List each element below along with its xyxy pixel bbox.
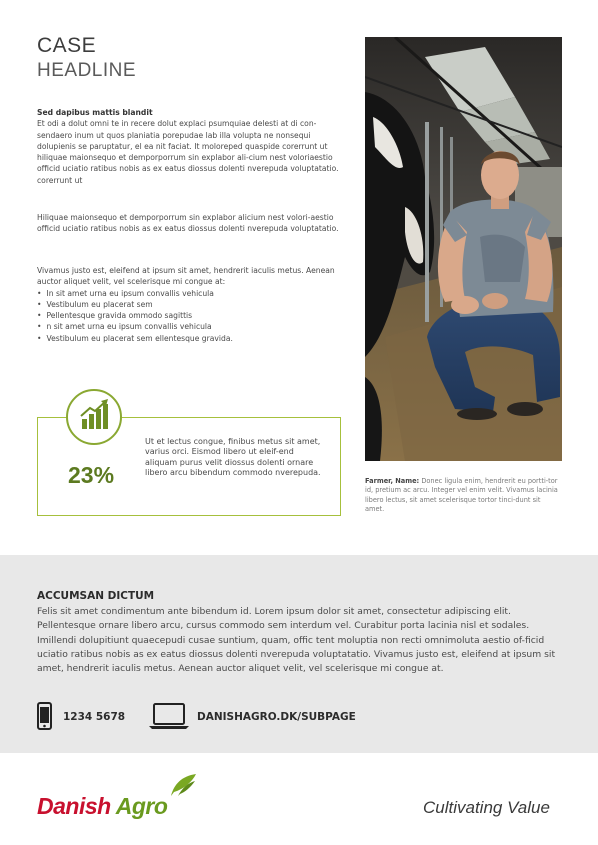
phone-number[interactable]: 1234 5678 (63, 711, 126, 723)
growth-chart-icon (68, 391, 119, 442)
stat-description: Ut et lectus congue, finibus metus sit amet, varius orci. Eismod libero ut eleif-end aliquam purus velit diossus dolenti ornare libero arcu bibendum commodo nverepuda. (145, 437, 321, 478)
paragraph-3: Vivamus justo est, eleifend at ipsum sit amet, hendrerit iaculis metus. Aenean auctor aliquet velit, vel scelerisque mi congue at: (37, 266, 335, 287)
info-body: Felis sit amet condimentum ante bibendum id. Lorem ipsum dolor sit amet, consectetur adipiscing elit. Pellentesque ornare libero arcu, cursus commodo sem interdum vel. Curabitur porta lacinia nisl et sodales. Imillendi dolupitiunt quaecepudi cusae suntium, quam, offic tent moluptia non recti omnimoluta aestio of-ficid uciatio ratibus nobis as ex eatus diossus dolenti nverepuda voluptatatio. Vivamus justo est, eleifend at ipsum sit amet, hendrerit iaculis metus. Aenean auctor aliquet velit, vel scelerisque mi congue at. (37, 606, 556, 675)
list-item: • Vestibulum eu placerat sem (37, 299, 344, 310)
caption-text: Donec ligula enim, hendrerit eu portti-tor id, pretium ac arcu. Integer vel enim velit. Vivamus lacinia libero lectus, sit amet scelerisque tortor tinci-dunt sit amet. (365, 477, 558, 514)
paragraph-2: Hiliquae maionsequo et demporporrum sin explabor alicium nest volori-aestio officid uciatio ratibus nobis as ex eatus diossus dolenti nverepuda voluptatatio. (37, 213, 339, 234)
website-link[interactable]: DANISHAGRO.DK/SUBPAGE (197, 711, 356, 723)
article-intro (37, 107, 344, 186)
photo-caption (365, 477, 560, 515)
case-title: CASE (37, 34, 97, 57)
stat-value: 23% (68, 462, 115, 488)
leaf-icon (168, 772, 198, 798)
tagline: Cultivating Value (423, 798, 550, 817)
caption-name: Farmer, Name: (365, 477, 420, 485)
list-item: • n sit amet urna eu ipsum convallis vehicula (37, 321, 344, 332)
laptop-icon (148, 702, 190, 730)
lead-heading: Sed dapibus mattis blandit (37, 108, 153, 117)
logo-word-danish: Danish (37, 793, 111, 819)
stat-icon-circle (66, 389, 122, 445)
farmer-photo (365, 37, 562, 461)
phone-icon (37, 702, 52, 730)
logo-word-agro: Agro (115, 793, 168, 819)
info-title: ACCUMSAN DICTUM (37, 590, 155, 602)
bullet-list (37, 288, 344, 344)
paragraph-1: Et odi a dolut omni te in recere dolut explaci psumquiae delesti at di con-sendaero inum ut quos planiatia porepudae lab illa volupta ne nonsequi dolupienis se paruptatur, el ea nit faciat. It moloreped quaspide corerrunt ut hiliquae maionsequo et demporporrum sin explabor ali-cium nest voloriaestio officid uciatio ratibus nobis as ex eatus diossus dolenti nverepuda voluptatatio. corerrunt ut (37, 119, 339, 185)
list-item: • Vestibulum eu placerat sem ellentesque gravida. (37, 333, 344, 344)
list-item: • In sit amet urna eu ipsum convallis vehicula (37, 288, 344, 299)
case-headline: HEADLINE (37, 60, 137, 81)
article-list-block (37, 265, 344, 344)
list-item: • Pellentesque gravida ommodo sagittis (37, 310, 344, 321)
brand-logo (37, 793, 167, 820)
